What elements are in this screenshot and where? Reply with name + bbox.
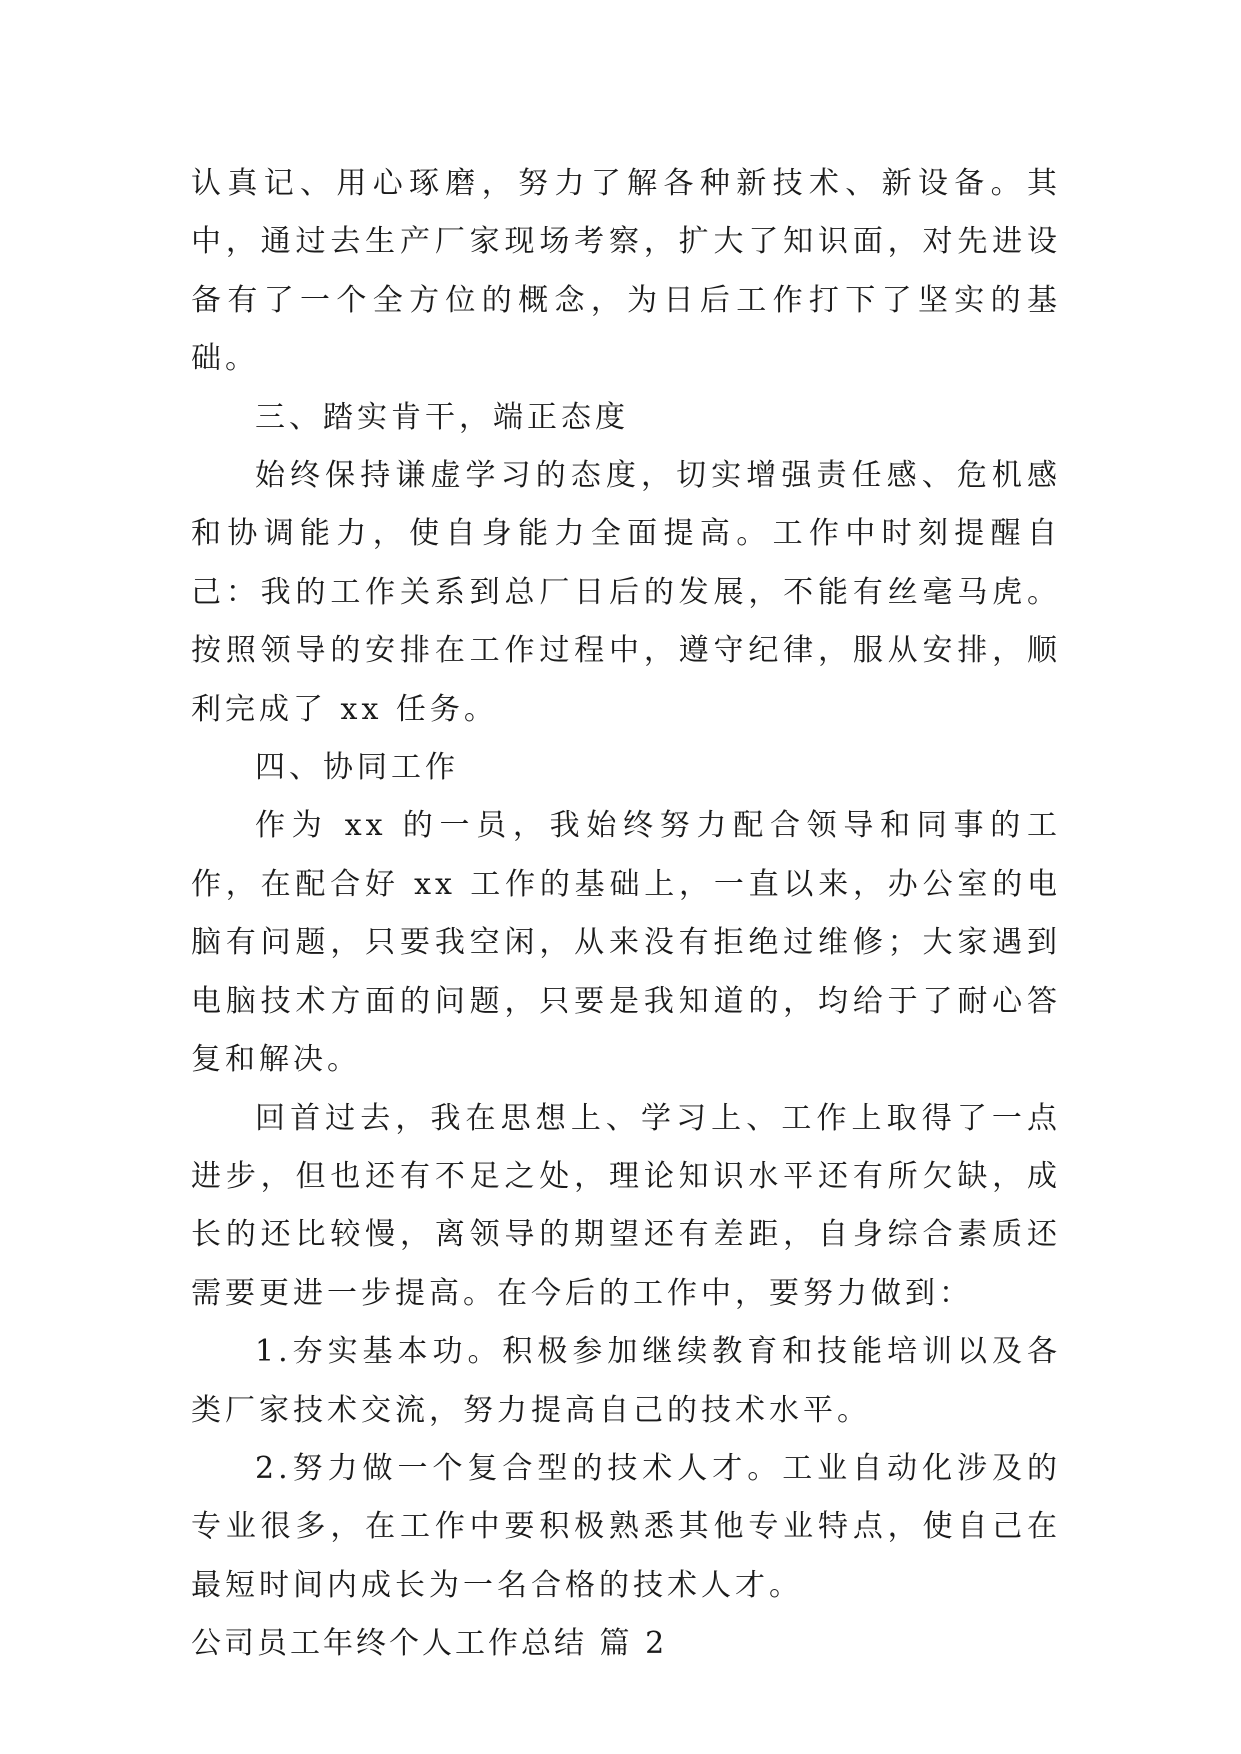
paragraph-review: 回首过去，我在思想上、学习上、工作上取得了一点进步，但也还有不足之处，理论知识水平还有所欠缺，成长的还比较慢，离领导的期望还有差距，自身综合素质还需要更进一步提高。在今后的工作中，要努力做到： <box>191 1100 1061 1311</box>
paragraph-continuation: 认真记、用心琢磨，努力了解各种新技术、新设备。其中，通过去生产厂家现场考察，扩大了知识面，对先进设备有了一个全方位的概念，为日后工作打下了坚实的基础。 <box>191 166 1061 377</box>
paragraph-goal-1: 1.夯实基本功。积极参加继续教育和技能培训以及各类厂家技术交流，努力提高自己的技术水平。 <box>191 1334 1061 1428</box>
section-title: 公司员工年终个人工作总结 篇 2 <box>191 1626 668 1662</box>
paragraph-attitude: 始终保持谦虚学习的态度，切实增强责任感、危机感和协调能力，使自身能力全面提高。工作中时刻提醒自己：我的工作关系到总厂日后的发展，不能有丝毫马虎。按照领导的安排在工作过程中，遵守纪律，服从安排，顺利完成了 xx 任务。 <box>191 458 1061 727</box>
section-heading-3: 三、踏实肯干，端正态度 <box>255 399 629 435</box>
document-body <box>191 155 1061 1674</box>
paragraph-cooperation: 作为 xx 的一员，我始终努力配合领导和同事的工作，在配合好 xx 工作的基础上，一直以来，办公室的电脑有问题，只要我空闲，从来没有拒绝过维修；大家遇到电脑技术方面的问题，只要是我知道的，均给于了耐心答复和解决。 <box>191 808 1061 1078</box>
paragraph-goal-2: 2.努力做一个复合型的技术人才。工业自动化涉及的专业很多，在工作中要积极熟悉其他专业特点，使自己在最短时间内成长为一名合格的技术人才。 <box>191 1450 1061 1603</box>
section-heading-4: 四、协同工作 <box>255 750 459 786</box>
